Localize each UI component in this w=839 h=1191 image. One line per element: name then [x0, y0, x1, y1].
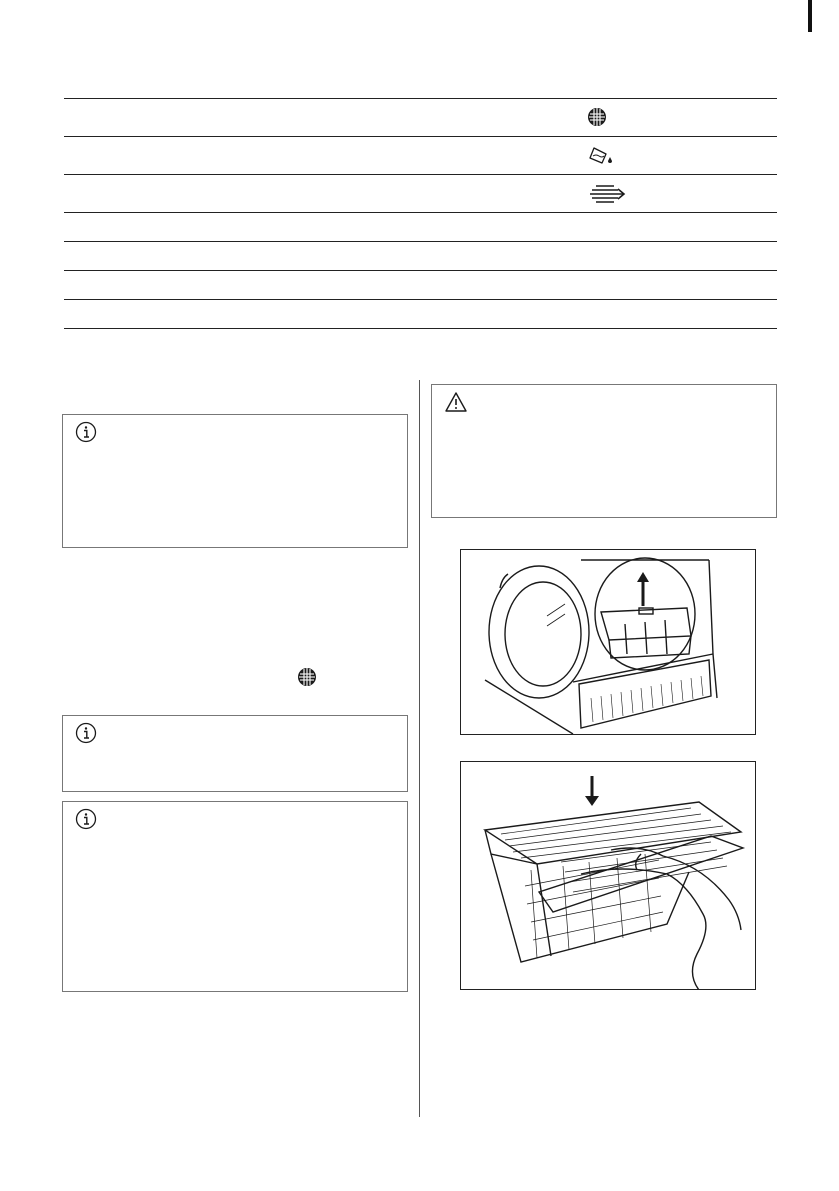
- warning-triangle-icon: [444, 391, 468, 413]
- anti-crease-arrow-icon: [584, 180, 632, 208]
- table-row: [64, 212, 777, 241]
- table-row: [64, 136, 777, 174]
- table-row: [64, 241, 777, 270]
- filter-grid-icon: [584, 104, 632, 132]
- table-row: [64, 270, 777, 299]
- indicator-table: [64, 98, 777, 329]
- info-icon: [75, 421, 97, 443]
- table-row: [64, 98, 777, 136]
- info-note-box: [62, 801, 408, 992]
- page-edge-mark: [808, 0, 812, 32]
- info-note-box: [62, 715, 408, 792]
- filter-grid-icon: [294, 664, 320, 690]
- info-note-box: [62, 414, 408, 548]
- water-container-icon: [584, 142, 632, 170]
- remove-filter-illustration: [460, 549, 756, 735]
- warning-note-box: [431, 384, 777, 518]
- info-icon: [75, 722, 97, 744]
- table-row: [64, 174, 777, 212]
- clean-filter-illustration: [460, 761, 756, 990]
- table-row: [64, 299, 777, 329]
- column-divider: [419, 380, 420, 1117]
- info-icon: [75, 808, 97, 830]
